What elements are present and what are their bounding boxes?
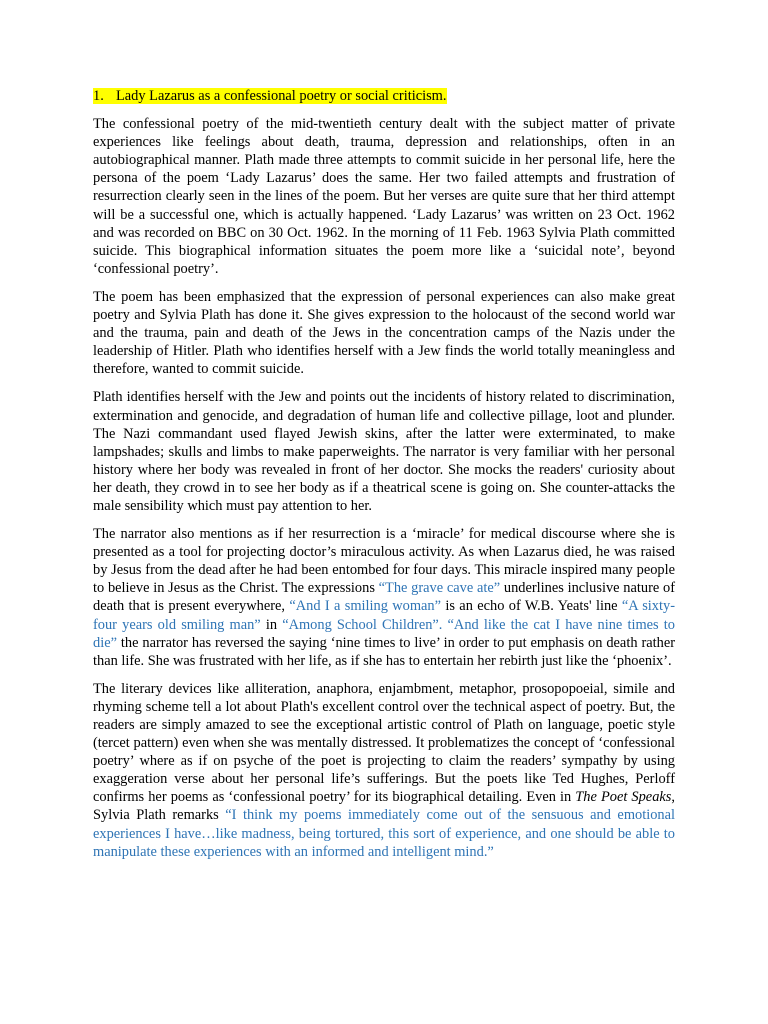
quote-school-children-cat: “Among School Children”. “And like the cat I have nine times to die” [93, 616, 675, 651]
highlighted-heading [93, 88, 447, 104]
paragraph-4-text-1: The narrator also mentions as if her resurrection is a ‘miracle’ for medical discourse where she is presented as a tool for projecting doctor’s miraculous activity. As when Lazarus died, he was raised by Jesus from the dead after he had been entombed for four days. This miracle inspired many people to believe in Jesus as the Christ. The expressions [93, 526, 675, 597]
paragraph-4-text-4: in [260, 616, 283, 633]
section-heading [93, 87, 675, 105]
quote-grave-cave: “The grave cave ate” [378, 580, 501, 597]
paragraph-1: The confessional poetry of the mid-twentieth century dealt with the subject matter of private experiences like feelings about death, trauma, depression and relationships, often in an autobiographical manner. Plath made three attempts to commit suicide in her personal life, here the persona of the poem ‘Lady Lazarus’ does the same. Her two failed attempts and frustration of resurrection clearly seen in the lines of the poem. But her verses are quite sure that her third attempt will be a successful one, which is actually happened. ‘Lady Lazarus’ was written on 23 Oct. 1962 and was recorded on BBC on 30 Oct. 1962. In the morning of 11 Feb. 1963 Sylvia Plath committed suicide. This biographical information situates the poem more like a ‘suicidal note’, beyond ‘confessional poetry’. [93, 116, 675, 277]
quote-smiling-woman: “And I a smiling woman” [289, 598, 442, 615]
paragraph-5 [93, 680, 675, 861]
paragraph-4 [93, 525, 675, 670]
paragraph-5-text-2: , Sylvia Plath remarks [93, 789, 675, 824]
paragraph-4-text-5: the narrator has reversed the saying ‘nine times to live’ in order to put emphasis on death rather than life. She was frustrated with her life, as if she has to entertain her rebirth just like the ‘phoenix’. [93, 634, 675, 669]
quote-plath-remarks: “I think my poems immediately come out of the sensuous and emotional experiences I have…like madness, being tortured, this sort of experience, and one should be able to manipulate these experiences with an informed and intelligent mind.” [93, 807, 675, 860]
paragraph-4-text-3: is an echo of W.B. Yeats' line [441, 598, 622, 615]
document-page [93, 87, 675, 871]
heading-number: 1. [93, 88, 104, 104]
paragraph-4-text-2: underlines inclusive nature of death that is present everywhere, [93, 580, 675, 615]
quote-smiling-man: “A sixty- four years old smiling man” [93, 598, 675, 633]
paragraph-5-text-1: The literary devices like alliteration, anaphora, enjambment, metaphor, prosopopoeial, simile and rhyming scheme tell a lot about Plath's excellent control over the technical aspect of poetry. But, the readers are simply amazed to see the exceptional artistic control of Plath on language, poetic style (tercet pattern) even when she was mentally distressed. It problematizes the concept of ‘confessional poetry’ where as if on psyche of the poet is projecting to claim the readers’ sympathy by using exaggeration verse about her personal life’s sufferings. But the poets like Ted Hughes, Perloff confirms her poems as ‘confessional poetry’ for its biographical detailing. Even in [93, 680, 675, 806]
heading-text: Lady Lazarus as a confessional poetry or social criticism. [116, 88, 447, 104]
paragraph-2: The poem has been emphasized that the expression of personal experiences can also make great poetry and Sylvia Plath has done it. She gives expression to the holocaust of the second world war and the trauma, pain and death of the Jews in the concentration camps of the Nazis under the leadership of Hitler. Plath who identifies herself with a Jew finds the world totally meaningless and therefore, wanted to commit suicide. [93, 288, 675, 378]
paragraph-3: Plath identifies herself with the Jew and points out the incidents of history related to discrimination, extermination and genocide, and degradation of human life and collective pillage, loot and plunder. The Nazi commandant used flayed Jewish skins, after the latter were exterminated, to make lampshades; skulls and limbs to make paperweights. The narrator is very familiar with her personal history where her body was revealed in front of her doctor. She mocks the readers' curiosity about her death, they crowd in to see her body as if a theatrical scene is going on. She counter-attacks the male sensibility which must pay attention to her. [93, 389, 675, 514]
book-title: The Poet Speaks [575, 789, 672, 806]
